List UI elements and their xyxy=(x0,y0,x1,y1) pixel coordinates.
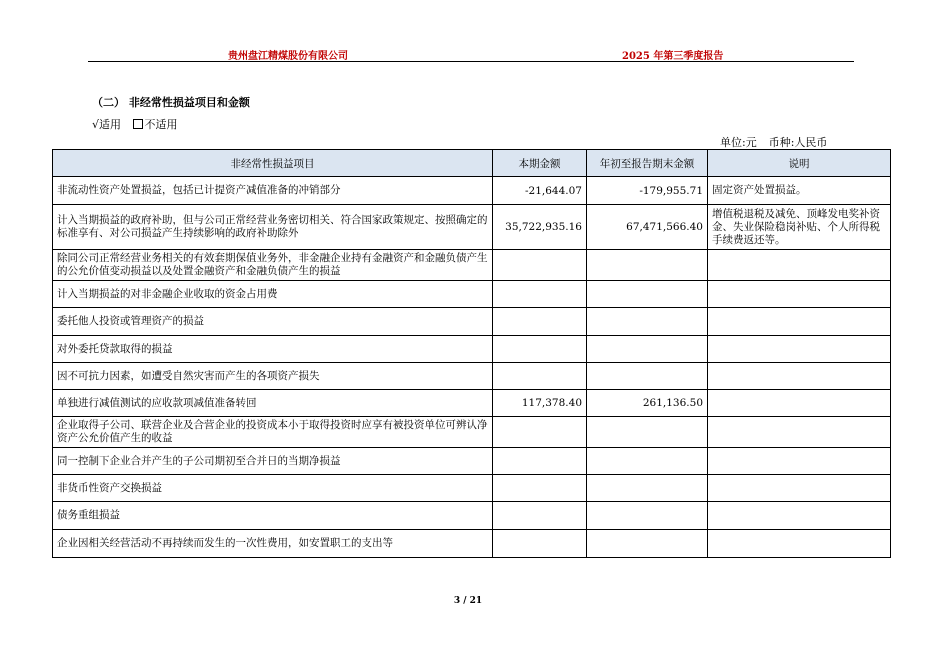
column-header-item: 非经常性损益项目 xyxy=(53,150,493,177)
row-note xyxy=(708,390,891,417)
table-row xyxy=(53,250,891,281)
table-row xyxy=(53,205,891,250)
table-row xyxy=(53,530,891,558)
row-ytd-amount xyxy=(587,336,708,363)
row-item: 除同公司正常经营业务相关的有效套期保值业务外，非金融企业持有金融资产和金融负债产生的公允价值变动损益以及处置金融资产和金融负债产生的损益 xyxy=(53,250,493,281)
row-ytd-amount xyxy=(587,308,708,336)
row-ytd-amount xyxy=(587,281,708,308)
row-note: 固定资产处置损益。 xyxy=(708,177,891,205)
row-ytd-amount: 261,136.50 xyxy=(587,390,708,417)
page-number: 3 / 21 xyxy=(453,596,483,606)
row-current-amount: 35,722,935.16 xyxy=(493,205,587,250)
row-note xyxy=(708,530,891,558)
table-row xyxy=(53,336,891,363)
row-note xyxy=(708,308,891,336)
not-applicable-label: 不适用 xyxy=(144,118,178,131)
table-row xyxy=(53,281,891,308)
row-ytd-amount xyxy=(587,250,708,281)
row-item: 债务重组损益 xyxy=(53,502,493,530)
row-note xyxy=(708,250,891,281)
column-header-ytd: 年初至报告期末金额 xyxy=(587,150,708,177)
row-note xyxy=(708,281,891,308)
non-recurring-items-table xyxy=(52,149,891,558)
row-note xyxy=(708,363,891,390)
row-item: 对外委托贷款取得的损益 xyxy=(53,336,493,363)
row-note xyxy=(708,502,891,530)
row-current-amount xyxy=(493,336,587,363)
row-current-amount xyxy=(493,308,587,336)
row-item: 企业因相关经营活动不再持续而发生的一次性费用，如安置职工的支出等 xyxy=(53,530,493,558)
row-item: 非货币性资产交换损益 xyxy=(53,475,493,502)
table-row xyxy=(53,390,891,417)
check-mark-icon: √ xyxy=(92,118,100,131)
row-note xyxy=(708,417,891,448)
table-row xyxy=(53,448,891,475)
row-item: 委托他人投资或管理资产的损益 xyxy=(53,308,493,336)
report-title: 2025 年第三季度报告 xyxy=(622,51,724,62)
row-current-amount xyxy=(493,475,587,502)
row-ytd-amount: -179,955.71 xyxy=(587,177,708,205)
row-ytd-amount xyxy=(587,475,708,502)
column-header-note: 说明 xyxy=(708,150,891,177)
table-row xyxy=(53,363,891,390)
unit-line xyxy=(720,134,827,150)
row-item: 单独进行减值测试的应收款项减值准备转回 xyxy=(53,390,493,417)
applicable-label: 适用 xyxy=(99,118,122,131)
row-item: 计入当期损益的政府补助，但与公司正常经营业务密切相关、符合国家政策规定、按照确定的标准享有、对公司损益产生持续影响的政府补助除外 xyxy=(53,205,493,250)
table-header-row xyxy=(53,150,891,177)
row-item: 企业取得子公司、联营企业及合营企业的投资成本小于取得投资时应享有被投资单位可辨认净资产公允价值产生的收益 xyxy=(53,417,493,448)
unit-label: 单位:元 xyxy=(720,136,757,149)
applicability-options xyxy=(92,116,178,132)
row-ytd-amount xyxy=(587,530,708,558)
row-current-amount xyxy=(493,530,587,558)
row-note xyxy=(708,336,891,363)
row-ytd-amount xyxy=(587,363,708,390)
page-header xyxy=(88,44,854,62)
row-item: 计入当期损益的对非金融企业收取的资金占用费 xyxy=(53,281,493,308)
row-current-amount xyxy=(493,281,587,308)
row-current-amount xyxy=(493,250,587,281)
empty-checkbox-icon xyxy=(133,119,143,129)
row-note xyxy=(708,448,891,475)
table-row xyxy=(53,502,891,530)
row-ytd-amount xyxy=(587,448,708,475)
table-row xyxy=(53,475,891,502)
row-item: 非流动性资产处置损益，包括已计提资产减值准备的冲销部分 xyxy=(53,177,493,205)
row-current-amount xyxy=(493,502,587,530)
row-ytd-amount: 67,471,566.40 xyxy=(587,205,708,250)
row-current-amount: 117,378.40 xyxy=(493,390,587,417)
row-current-amount xyxy=(493,448,587,475)
row-ytd-amount xyxy=(587,502,708,530)
currency-label: 币种:人民币 xyxy=(768,136,828,149)
row-current-amount: -21,644.07 xyxy=(493,177,587,205)
row-current-amount xyxy=(493,417,587,448)
table-row xyxy=(53,177,891,205)
table-row xyxy=(53,417,891,448)
row-note: 增值税退税及减免、顶峰发电奖补资金、失业保险稳岗补贴、个人所得税手续费返还等。 xyxy=(708,205,891,250)
row-ytd-amount xyxy=(587,417,708,448)
row-current-amount xyxy=(493,363,587,390)
column-header-current: 本期金额 xyxy=(493,150,587,177)
section-title: （二） 非经常性损益项目和金额 xyxy=(92,96,250,109)
company-name: 贵州盘江精煤股份有限公司 xyxy=(228,51,348,62)
row-item: 因不可抗力因素，如遭受自然灾害而产生的各项资产损失 xyxy=(53,363,493,390)
row-note xyxy=(708,475,891,502)
row-item: 同一控制下企业合并产生的子公司期初至合并日的当期净损益 xyxy=(53,448,493,475)
table-row xyxy=(53,308,891,336)
